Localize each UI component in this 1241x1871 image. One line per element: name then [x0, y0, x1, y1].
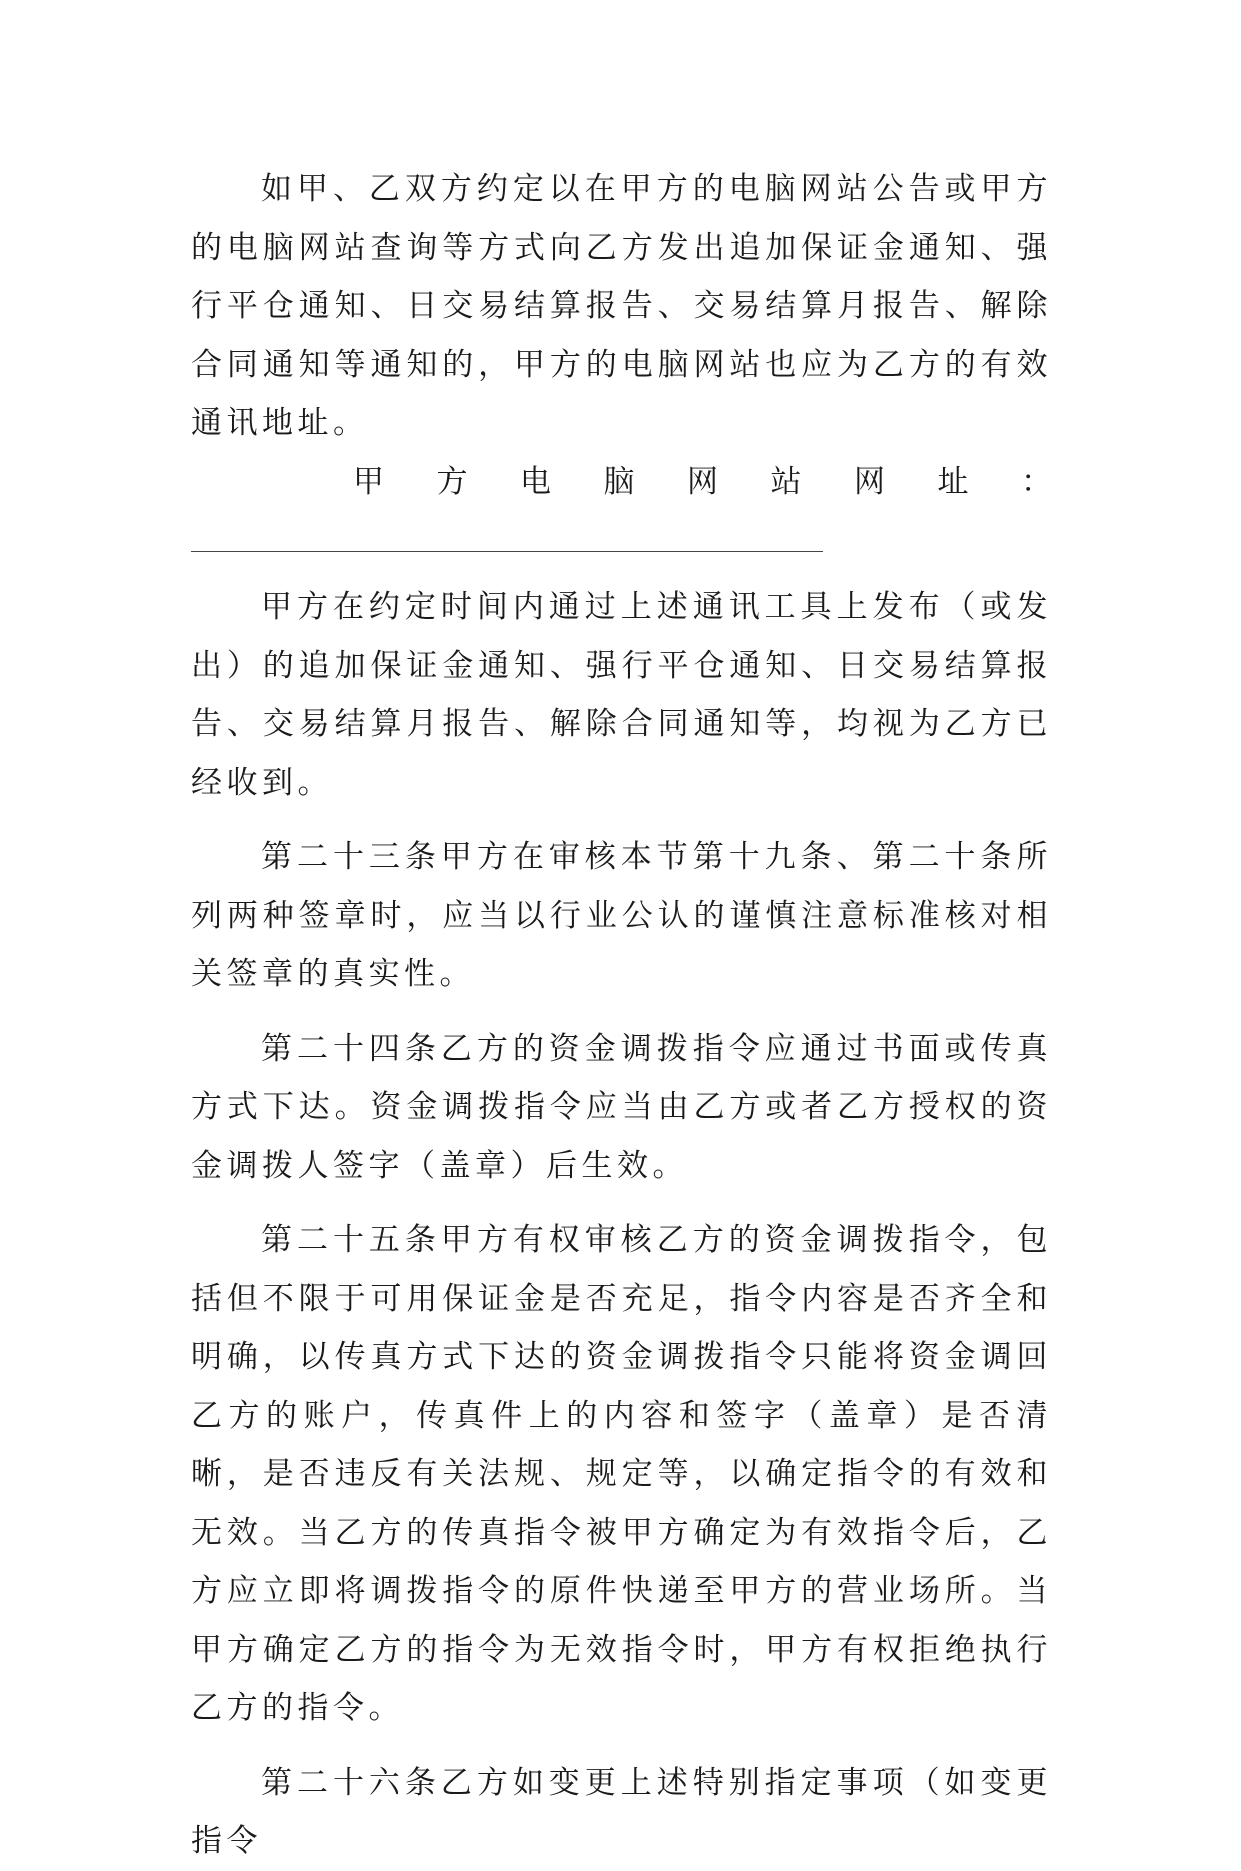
paragraph-notice-website: 如甲、乙双方约定以在甲方的电脑网站公告或甲方的电脑网站查询等方式向乙方发出追加保证金通知、强行平仓通知、日交易结算报告、交易结算月报告、解除合同通知等通知的，甲方的电脑网站也应为乙方的有效通讯地址。 [191, 171, 1052, 441]
label-char: 址 [937, 463, 969, 500]
label-char: ： [1021, 463, 1052, 500]
label-char: 电 [520, 463, 551, 500]
document-body [191, 160, 1052, 1871]
label-char: 甲 [353, 463, 384, 500]
website-address-label [191, 453, 1052, 512]
label-char: 脑 [603, 463, 635, 500]
paragraph-article-23: 第二十三条甲方在审核本节第十九条、第二十条所列两种签章时，应当以行业公认的谨慎注意标准核对相关签章的真实性。 [191, 839, 1052, 992]
label-char: 方 [436, 463, 468, 500]
label-char: 网 [687, 463, 718, 500]
paragraph-article-26: 第二十六条乙方如变更上述特别指定事项（如变更指令 [191, 1764, 1052, 1859]
paragraph-notice-received: 甲方在约定时间内通过上述通讯工具上发布（或发出）的追加保证金通知、强行平仓通知、日交易结算报告、交易结算月报告、解除合同通知等，均视为乙方已经收到。 [191, 589, 1052, 801]
paragraph-article-24: 第二十四条乙方的资金调拨指令应通过书面或传真方式下达。资金调拨指令应当由乙方或者乙方授权的资金调拨人签字（盖章）后生效。 [191, 1030, 1052, 1184]
label-char: 站 [770, 463, 802, 500]
paragraph-article-25: 第二十五条甲方有权审核乙方的资金调拨指令，包括但不限于可用保证金是否充足，指令内容是否齐全和明确，以传真方式下达的资金调拨指令只能将资金调回乙方的账户，传真件上的内容和签字（盖章）是否清晰，是否违反有关法规、规定等，以确定指令的有效和无效。当乙方的传真指令被甲方确定为有效指令后，乙方应立即将调拨指令的原件快递至甲方的营业场所。当甲方确定乙方的指令为无效指令时，甲方有权拒绝执行乙方的指令。 [191, 1222, 1052, 1726]
fill-in-blank-line [191, 551, 823, 552]
label-char: 网 [854, 463, 885, 500]
